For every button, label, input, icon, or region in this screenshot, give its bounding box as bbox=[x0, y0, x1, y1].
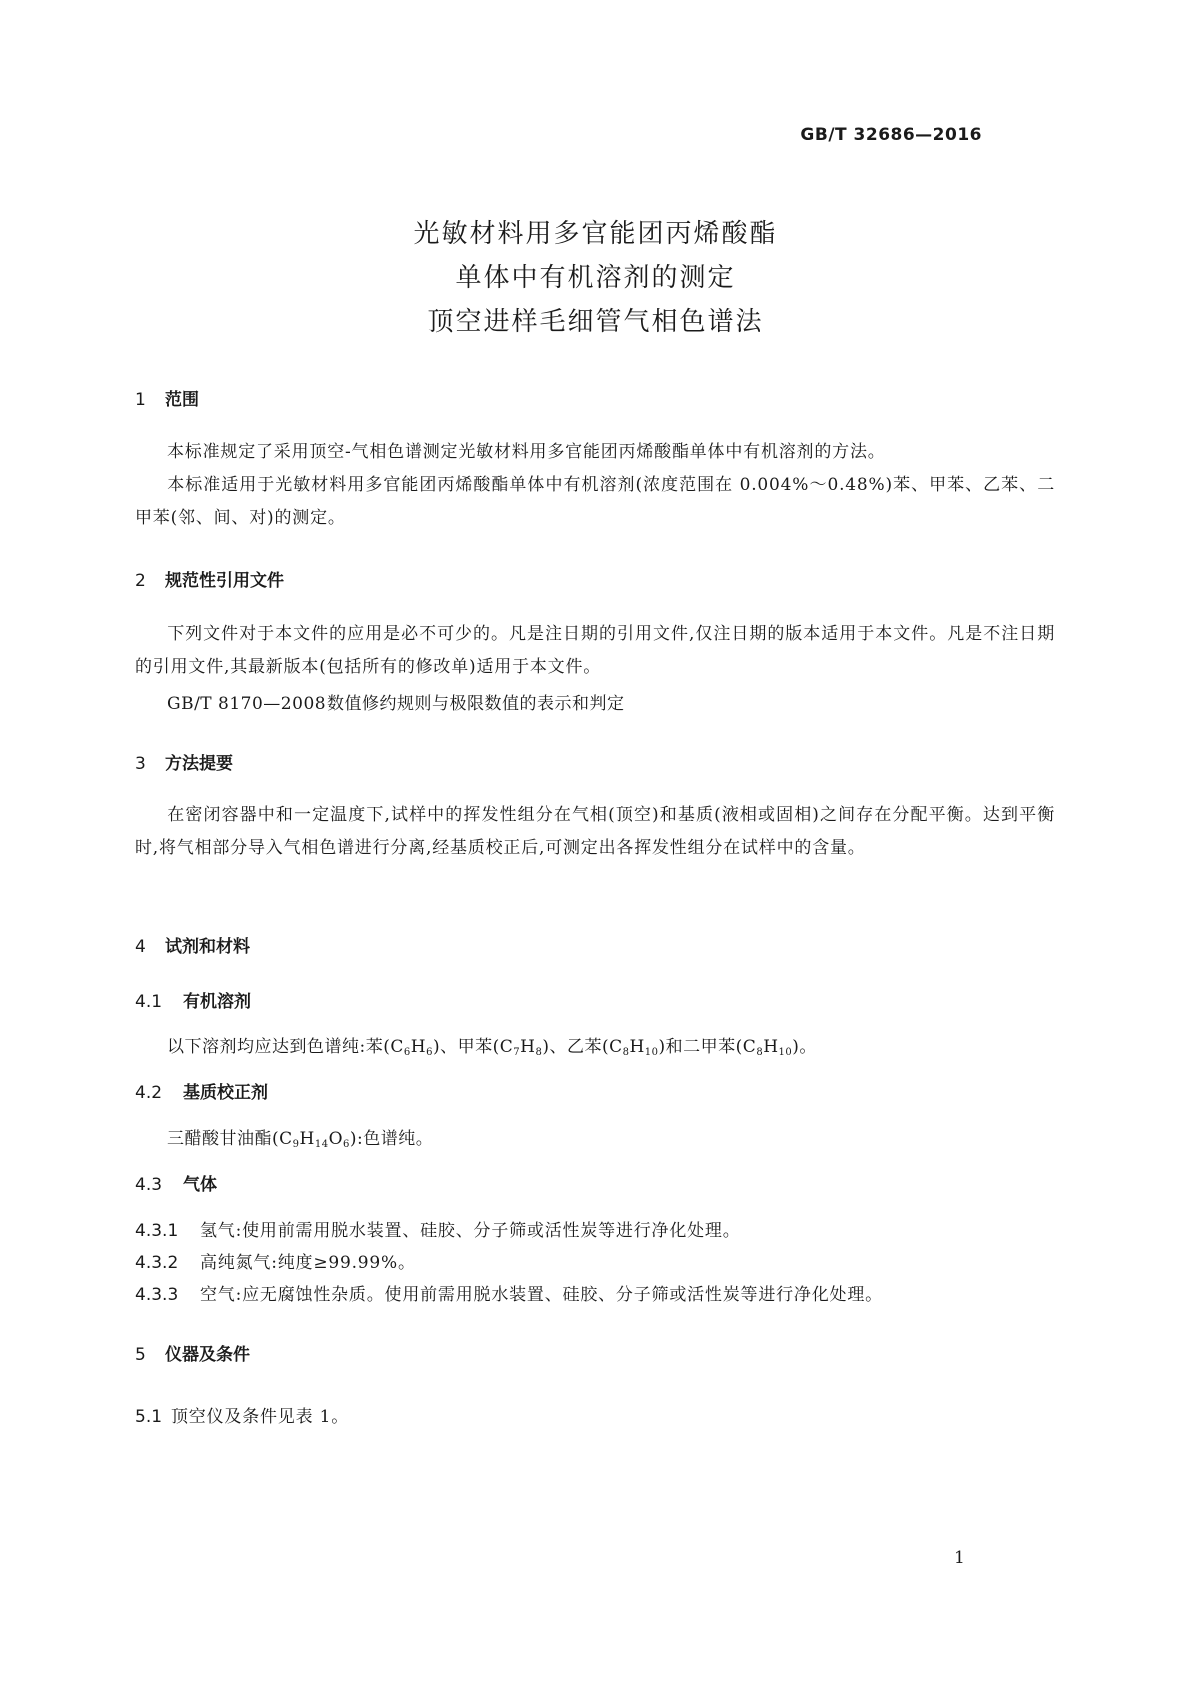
subsection-number: 4.2 bbox=[135, 1083, 163, 1103]
gas-item bbox=[135, 1248, 416, 1273]
subsection-heading-4-1 bbox=[135, 987, 251, 1012]
section-title: 方法提要 bbox=[165, 754, 233, 774]
solvent-list bbox=[167, 1032, 817, 1058]
section-number: 3 bbox=[135, 754, 146, 774]
document-title bbox=[0, 212, 1191, 344]
item-text: 顶空仪及条件见表 1。 bbox=[171, 1407, 350, 1427]
item-text: 氢气:使用前需用脱水装置、硅胶、分子筛或活性炭等进行净化处理。 bbox=[200, 1221, 741, 1241]
page-number: 1 bbox=[954, 1548, 965, 1568]
text-run: H bbox=[763, 1037, 779, 1057]
paragraph bbox=[135, 799, 1055, 865]
subsection-number: 4.3 bbox=[135, 1175, 163, 1195]
subsection-title: 有机溶剂 bbox=[183, 992, 251, 1012]
text-run: )。 bbox=[792, 1037, 817, 1057]
reference-code: GB/T 8170—2008 bbox=[167, 694, 327, 714]
section-number: 1 bbox=[135, 390, 146, 410]
paragraph bbox=[135, 436, 1055, 469]
subscript: 6 bbox=[426, 1047, 433, 1058]
item-text: 空气:应无腐蚀性杂质。使用前需用脱水装置、硅胶、分子筛或活性炭等进行净化处理。 bbox=[200, 1285, 883, 1305]
section-title: 仪器及条件 bbox=[165, 1345, 250, 1365]
title-line: 光敏材料用多官能团丙烯酸酯 bbox=[413, 219, 778, 249]
subscript: 9 bbox=[292, 1139, 300, 1150]
text-run: )、乙苯(C bbox=[542, 1037, 623, 1057]
section-heading-5 bbox=[135, 1340, 250, 1365]
subsection-5-1 bbox=[135, 1402, 349, 1427]
subscript: 6 bbox=[403, 1047, 411, 1058]
subsection-title: 气体 bbox=[183, 1175, 217, 1195]
subsection-heading-4-2 bbox=[135, 1078, 268, 1103]
subscript: 10 bbox=[778, 1047, 793, 1058]
paragraph-text: 在密闭容器中和一定温度下,试样中的挥发性组分在气相(顶空)和基质(液相或固相)之间存在分配平衡。达到平衡时,将气相部分导入气相色谱进行分离,经基质校正后,可测定出各挥发性组分在试样中的含量。 bbox=[135, 805, 1055, 858]
matrix-modifier bbox=[167, 1124, 433, 1150]
subscript: 8 bbox=[535, 1047, 543, 1058]
subsection-heading-4-3 bbox=[135, 1170, 217, 1195]
item-number: 5.1 bbox=[135, 1407, 163, 1427]
section-heading-2 bbox=[135, 566, 284, 591]
gas-item bbox=[135, 1216, 741, 1241]
subsection-title: 基质校正剂 bbox=[183, 1083, 268, 1103]
section-number: 4 bbox=[135, 937, 146, 957]
item-number: 4.3.1 bbox=[135, 1221, 179, 1241]
text-run: H bbox=[410, 1037, 427, 1057]
text-run: 三醋酸甘油酯(C bbox=[167, 1129, 293, 1149]
section-heading-4 bbox=[135, 932, 250, 957]
gas-item bbox=[135, 1280, 883, 1305]
paragraph bbox=[135, 469, 1055, 535]
normative-reference bbox=[167, 689, 625, 714]
text-run: )、甲苯(C bbox=[432, 1037, 514, 1057]
subsection-number: 4.1 bbox=[135, 992, 163, 1012]
subscript: 8 bbox=[756, 1047, 764, 1058]
subscript: 10 bbox=[644, 1047, 659, 1058]
text-run: H bbox=[520, 1037, 536, 1057]
item-text: 高纯氮气:纯度≥99.99%。 bbox=[200, 1253, 416, 1273]
text-run: ):色谱纯。 bbox=[349, 1129, 434, 1149]
section-title: 试剂和材料 bbox=[165, 937, 250, 957]
standard-code: GB/T 32686—2016 bbox=[800, 125, 982, 145]
paragraph-text: 本标准规定了采用顶空-气相色谱测定光敏材料用多官能团丙烯酸酯单体中有机溶剂的方法。 bbox=[167, 442, 886, 462]
subscript: 7 bbox=[513, 1047, 521, 1058]
paragraph bbox=[135, 618, 1055, 684]
item-number: 4.3.3 bbox=[135, 1285, 179, 1305]
paragraph-text: 下列文件对于本文件的应用是必不可少的。凡是注日期的引用文件,仅注日期的版本适用于本文件。凡是不注日期的引用文件,其最新版本(包括所有的修改单)适用于本文件。 bbox=[135, 624, 1055, 677]
text-run: H bbox=[299, 1129, 315, 1149]
section-heading-1 bbox=[135, 385, 199, 410]
item-number: 4.3.2 bbox=[135, 1253, 179, 1273]
text-run: )和二甲苯(C bbox=[658, 1037, 757, 1057]
section-number: 2 bbox=[135, 571, 146, 591]
paragraph-text: 本标准适用于光敏材料用多官能团丙烯酸酯单体中有机溶剂(浓度范围在 0.004%～0.48%)苯、甲苯、乙苯、二甲苯(邻、间、对)的测定。 bbox=[135, 475, 1055, 528]
title-line: 单体中有机溶剂的测定 bbox=[455, 263, 736, 293]
text-run: O bbox=[328, 1129, 344, 1149]
subscript: 8 bbox=[622, 1047, 630, 1058]
section-title: 规范性引用文件 bbox=[165, 571, 284, 591]
reference-title: 数值修约规则与极限数值的表示和判定 bbox=[327, 694, 625, 714]
title-line: 顶空进样毛细管气相色谱法 bbox=[427, 307, 764, 337]
subscript: 14 bbox=[314, 1139, 329, 1150]
section-number: 5 bbox=[135, 1345, 146, 1365]
section-heading-3 bbox=[135, 749, 233, 774]
subscript: 6 bbox=[343, 1139, 350, 1150]
text-run: 以下溶剂均应达到色谱纯:苯(C bbox=[167, 1037, 404, 1057]
text-run: H bbox=[629, 1037, 645, 1057]
section-title: 范围 bbox=[165, 390, 199, 410]
